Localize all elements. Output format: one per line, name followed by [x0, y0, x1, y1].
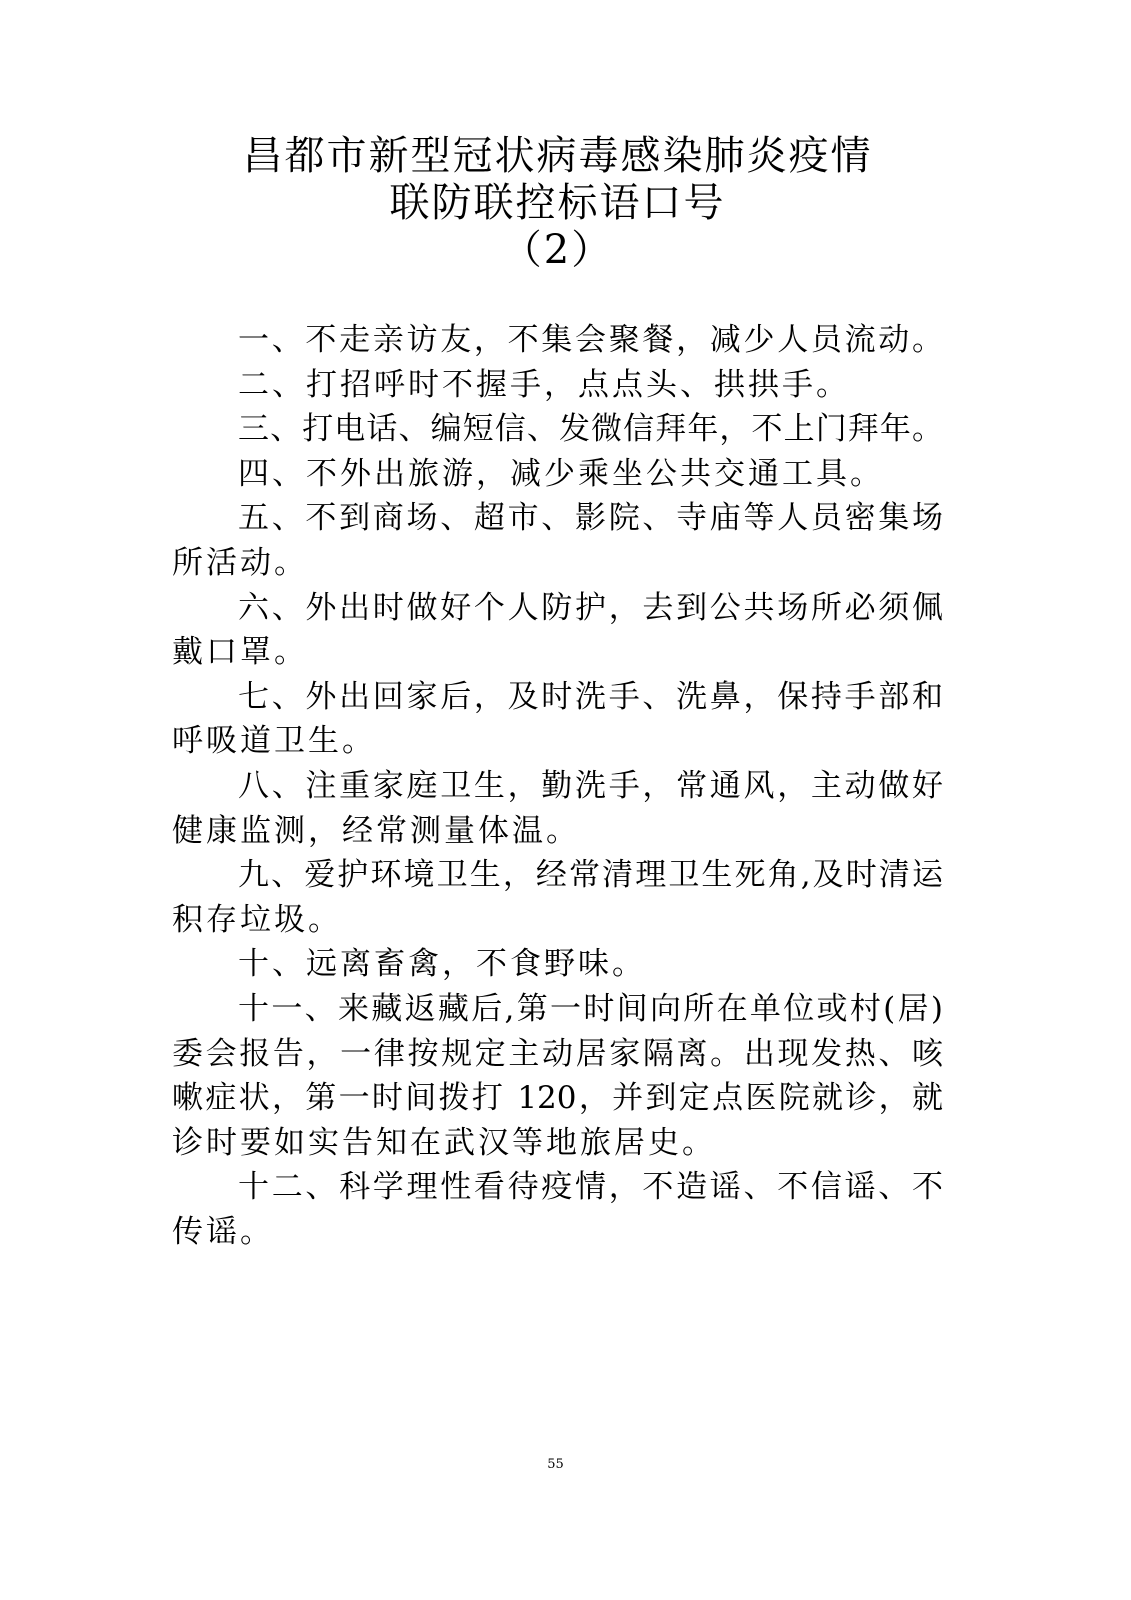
item-11-line-1: 十一、来藏返藏后,第一时间向所在单位或村(居) [238, 990, 943, 1027]
title-line-1: 昌都市新型冠状病毒感染肺炎疫情 [242, 133, 873, 179]
item-11-line-3: 嗽症状，第一时间拨打 120，并到定点医院就诊，就 [172, 1080, 943, 1117]
item-8-line-2: 健康监测，经常测量体温。 [172, 812, 580, 849]
item-11-line-4: 诊时要如实告知在武汉等地旅居史。 [172, 1124, 716, 1161]
item-1-line-1: 一、不走亲访友，不集会聚餐，减少人员流动。 [238, 322, 943, 358]
item-9-line-1: 九、爱护环境卫生，经常清理卫生死角,及时清运 [238, 857, 943, 894]
title-line-3: （2） [501, 227, 614, 273]
item-12-line-2: 传谣。 [172, 1213, 274, 1250]
page-number: 55 [547, 1457, 564, 1472]
item-3-line-1: 三、打电话、编短信、发微信拜年，不上门拜年。 [238, 411, 943, 448]
item-9-line-2: 积存垃圾。 [172, 901, 342, 938]
title-line-2: 联防联控标语口号 [389, 180, 726, 226]
item-7-line-1: 七、外出回家后，及时洗手、洗鼻，保持手部和 [238, 678, 943, 715]
item-5-line-2: 所活动。 [172, 544, 308, 581]
item-2-line-1: 二、打招呼时不握手，点点头、拱拱手。 [238, 366, 850, 403]
item-12-line-1: 十二、科学理性看待疫情，不造谣、不信谣、不 [238, 1169, 943, 1206]
item-6-line-2: 戴口罩。 [172, 634, 308, 671]
item-10-line-1: 十、远离畜禽，不食野味。 [238, 946, 646, 983]
slogan-list [172, 318, 943, 1254]
document-title [172, 133, 943, 274]
item-11-line-2: 委会报告，一律按规定主动居家隔离。出现发热、咳 [172, 1035, 943, 1072]
item-5-line-1: 五、不到商场、超市、影院、寺庙等人员密集场 [238, 500, 943, 537]
item-8-line-1: 八、注重家庭卫生，勤洗手，常通风，主动做好 [238, 767, 943, 804]
item-4-line-1: 四、不外出旅游，减少乘坐公共交通工具。 [238, 455, 884, 492]
item-7-line-2: 呼吸道卫生。 [172, 723, 376, 760]
item-6-line-1: 六、外出时做好个人防护，去到公共场所必须佩 [238, 589, 943, 626]
